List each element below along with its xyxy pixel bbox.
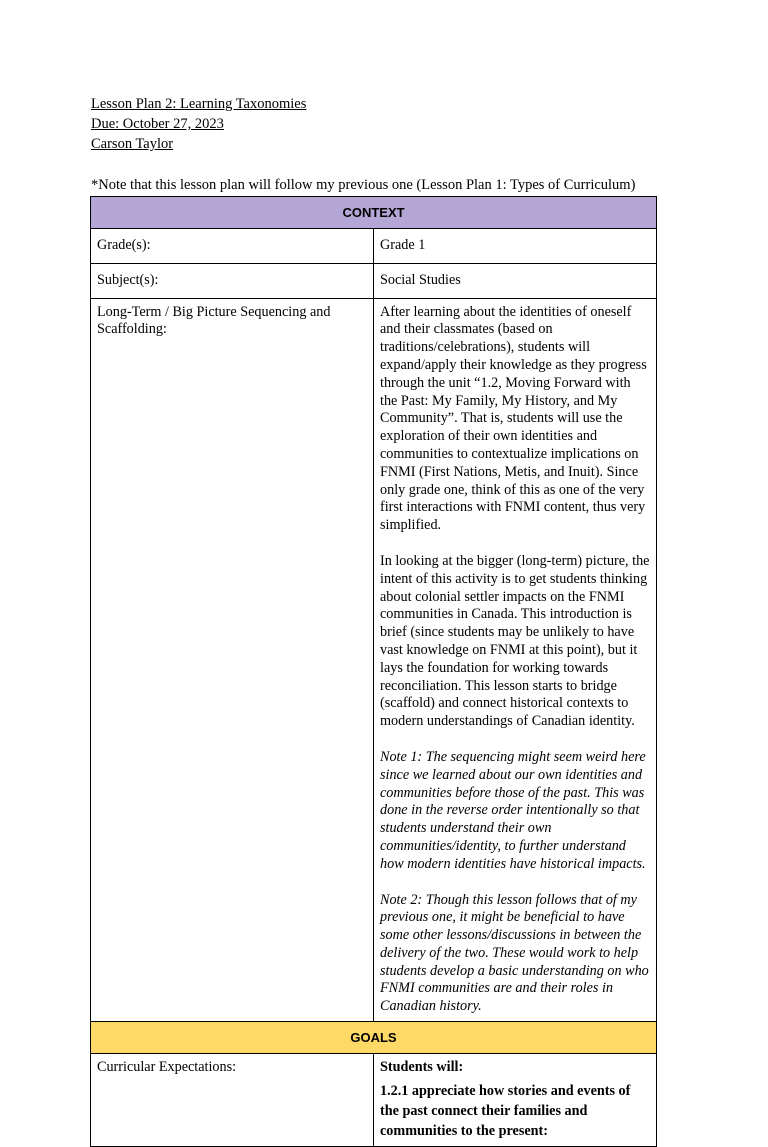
prior-lesson-note: *Note that this lesson plan will follow my previous one (Lesson Plan 1: Types of Curriculum): [91, 177, 636, 193]
subject-label: Subject(s):: [91, 263, 374, 298]
document-header: [91, 94, 306, 154]
sequencing-label: Long-Term / Big Picture Sequencing and Scaffolding:: [91, 298, 374, 1021]
sequencing-paragraph: After learning about the identities of oneself and their classmates (based on traditions/celebrations), students will expand/apply their knowledge as they progress through the unit “1.2, Moving Forward with the Past: My Family, My History, and My Community”. That is, students will use the exploration of their own identities and communities to contextualize implications on FNMI (First Nations, Metis, and Inuit). Since only grade one, think of this as one of the very first interactions with FNMI content, thus very simplified.: [380, 303, 647, 534]
sequencing-note: Note 1: The sequencing might seem weird here since we learned about our own identities and communities before those of the past. This was done in the reverse order intentionally so that students understand their own communities/identity, to further understand how modern identities have historical impacts.: [380, 748, 646, 872]
curricular-label: Curricular Expectations:: [91, 1054, 374, 1147]
sequencing-paragraph: In looking at the bigger (long-term) picture, the intent of this activity is to get students thinking about colonial settler impacts on the FNMI communities in Canada. This introduction is brief (since students may be unlikely to have vast knowledge on FNMI at this point), but it lays the foundation for working towards reconciliation. This lesson starts to bridge (scaffold) and connect historical contexts to modern understandings of Canadian identity.: [380, 552, 650, 730]
due-date: Due: October 27, 2023: [91, 116, 224, 132]
sequencing-note: Note 2: Though this lesson follows that of my previous one, it might be beneficial to have some other lessons/discussions in between the delivery of the two. These would work to help students develop a basic understanding on who FNMI communities are and their roles in Canadian history.: [380, 891, 649, 1015]
lesson-title: Lesson Plan 2: Learning Taxonomies: [91, 96, 307, 112]
sequencing-content: [374, 298, 657, 1021]
goals-header: GOALS: [91, 1022, 657, 1054]
curricular-content: [374, 1054, 657, 1147]
curricular-intro: Students will:: [380, 1059, 464, 1076]
context-header: CONTEXT: [91, 197, 657, 229]
grade-row: [91, 229, 657, 264]
context-header-row: [91, 197, 657, 229]
grade-value: Grade 1: [374, 229, 657, 264]
author-name: Carson Taylor: [91, 136, 174, 152]
grade-label: Grade(s):: [91, 229, 374, 264]
curricular-expectation: 1.2.1 appreciate how stories and events of the past connect their families and communities to the present:: [380, 1082, 631, 1139]
subject-value: Social Studies: [374, 263, 657, 298]
subject-row: [91, 263, 657, 298]
sequencing-row: [91, 298, 657, 1021]
lesson-plan-table: [90, 196, 657, 1147]
goals-header-row: [91, 1022, 657, 1054]
curricular-row: [91, 1054, 657, 1147]
